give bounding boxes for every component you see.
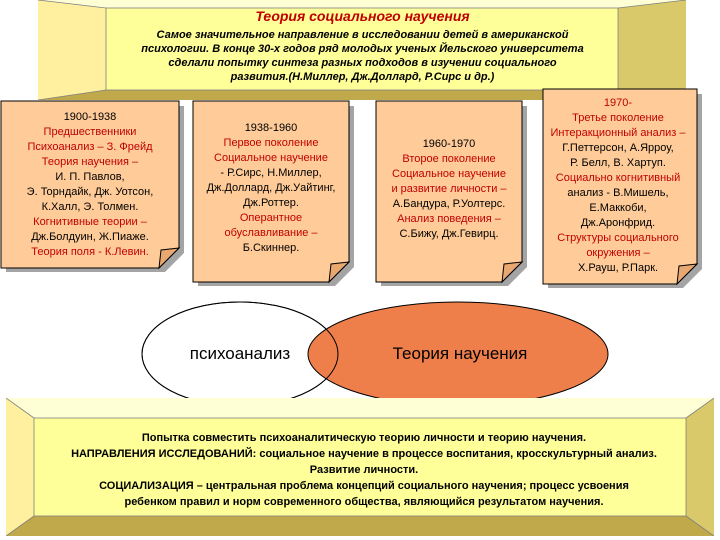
card-line: Г.Петтерсон, А.Ярроу, <box>562 142 674 154</box>
card-line: - Р.Сирс, Н.Миллер, <box>220 167 322 179</box>
card-line: Анализ поведения – <box>397 213 501 225</box>
card-line: С.Бижу, Дж.Гевирц. <box>399 228 499 240</box>
card-line: окружения – <box>586 247 650 259</box>
header-line: сделали попытку синтеза разных подходов в изучении социального <box>168 57 557 69</box>
card-line: Б.Скиннер. <box>242 242 300 254</box>
card-line: Дж.Роттер. <box>243 197 299 209</box>
card-period: 1960-1970 <box>422 138 476 150</box>
card-1938-1960-text <box>194 121 348 256</box>
bottom-description <box>50 430 678 510</box>
card-line: Когнитивные теории – <box>33 216 147 228</box>
card-line: Социальное научение <box>214 152 328 164</box>
card-line: А.Бандура, Р.Уолтерс. <box>392 198 506 210</box>
card-line: Третье поколение <box>572 112 664 124</box>
card-line: К.Халл, Э. Толмен. <box>41 201 139 213</box>
card-line: Психоанализ – З. Фрейд <box>27 141 153 153</box>
card-line: Второе поколение <box>402 153 496 165</box>
card-line: Дж.Болдуин, Ж.Пиаже. <box>31 231 149 243</box>
card-line: Интеракционный анализ – <box>550 127 686 139</box>
card-line: Х.Рауш, Р.Парк. <box>577 262 659 274</box>
card-line: Структуры социального <box>557 232 679 244</box>
header-line: развития.(Н.Миллер, Дж.Доллард, Р.Сирс и др.) <box>230 71 495 83</box>
header-line: психологии. В конце 30-х годов ряд молодых ученых Йельского университета <box>141 43 584 55</box>
bottom-line: Попытка совместить психоаналитическую теорию личности и теорию научения. <box>141 432 587 444</box>
card-line: анализ - В.Мишель, <box>567 187 669 199</box>
bottom-line: СОЦИАЛИЗАЦИЯ – центральная проблема концепций социального научения; процесс усвоения <box>99 480 629 492</box>
card-period: 1938-1960 <box>244 122 298 134</box>
card-1960-1970-text <box>376 137 522 242</box>
card-line: обуславливание – <box>224 227 318 239</box>
card-period: 1900-1938 <box>63 111 117 123</box>
card-period: 1970- <box>603 97 633 109</box>
bottom-line: ребенком правил и норм современного общества, являющийся результатом научения. <box>124 496 604 508</box>
card-line: Предшественники <box>43 126 137 138</box>
card-line: Э. Торндайк, Дж. Уотсон, <box>26 186 154 198</box>
card-line: и развитие личности – <box>391 183 507 195</box>
card-line: Социальное научение <box>392 168 506 180</box>
header-description <box>115 28 610 84</box>
card-line: Социально когнитивный <box>555 172 681 184</box>
psychoanalysis-label: психоанализ <box>189 344 291 363</box>
card-1900-1938-text <box>2 110 178 260</box>
card-line: Е.Маккоби, <box>589 202 647 214</box>
card-line: Оперантное <box>239 212 303 224</box>
card-line: И. П. Павлов, <box>55 171 125 183</box>
header-title: Теория социального научения <box>255 8 470 24</box>
header-content <box>115 8 610 84</box>
card-line: Теория поля - К.Левин. <box>31 246 149 258</box>
header-line: Самое значительное направление в исследовании детей в американской <box>156 29 569 41</box>
card-line: Дж.Аронфрид. <box>580 217 656 229</box>
card-line: Теория научения – <box>41 156 139 168</box>
bottom-line: НАПРАВЛЕНИЯ ИССЛЕДОВАНИЙ: социальное научение в процессе воспитания, кросскультурный анализ. <box>71 448 657 460</box>
learning-theory-label: Теория научения <box>392 344 528 363</box>
bottom-line: Развитие личности. <box>309 464 419 476</box>
card-line: Первое поколение <box>223 137 319 149</box>
card-line: Дж.Доллард, Дж.Уайтинг, <box>206 182 336 194</box>
card-1970-text <box>536 96 700 276</box>
card-line: Р. Белл, В. Хартуп. <box>570 157 666 169</box>
